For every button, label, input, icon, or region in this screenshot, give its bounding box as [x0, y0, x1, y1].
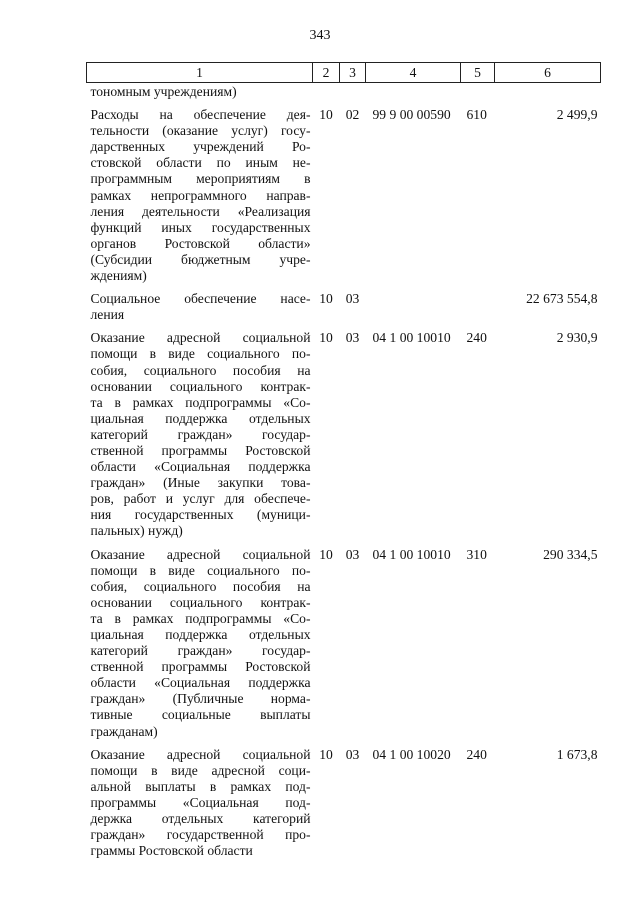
budget-table: [86, 62, 601, 859]
description-line: тивные социальные выплаты: [90, 707, 311, 723]
description-line: та в рамках подпрограммы «Со-: [90, 394, 311, 410]
section-code: 10: [319, 107, 333, 123]
header-cell: 3: [340, 63, 366, 83]
description-line: собия, социального пособия на: [90, 362, 311, 378]
header-cell: 4: [366, 63, 461, 83]
section-code: 10: [319, 746, 333, 762]
description-line: (Субсидии бюджетным учре-: [90, 251, 311, 267]
section-code: 10: [319, 546, 333, 562]
description-line: граммы Ростовской области: [90, 843, 253, 859]
subsection-code: 03: [345, 291, 360, 307]
description-line: держка отдельных категорий: [90, 811, 311, 827]
description-line: ственной программы Ростовской: [90, 442, 311, 458]
row-description: [87, 540, 313, 740]
target-article-code: 99 9 00 00590: [372, 107, 451, 123]
amount-value: [495, 83, 601, 101]
expense-type-code: 240: [466, 746, 487, 762]
description-line: ления: [90, 307, 125, 323]
subsection-code: 02: [345, 107, 360, 123]
description-line: основании социального контрак-: [90, 594, 311, 610]
target-article-code: 04 1 00 10010: [372, 330, 451, 346]
description-line: программным мероприятиям в: [90, 171, 311, 187]
description-line: программы «Социальная под-: [90, 794, 311, 810]
description-line: стовской области по иным не-: [90, 155, 311, 171]
description-line: области «Социальная поддержка: [90, 675, 311, 691]
description-line: циальная поддержка отдельных: [90, 627, 311, 642]
description-line: Социальное обеспечение насе-: [90, 291, 311, 307]
description-line: гражданам): [90, 723, 158, 739]
amount-value: 290 334,5: [543, 546, 598, 562]
description-line: пальных) нужд): [90, 523, 183, 539]
row-description: [87, 284, 313, 323]
description-line: Оказание адресной социальной: [90, 746, 311, 762]
expense-type-code: 240: [466, 330, 487, 346]
table-row: [87, 83, 601, 101]
expense-type-code: 310: [466, 546, 487, 562]
description-line: категорий граждан» государ-: [90, 426, 311, 442]
expense-type-code: [461, 284, 495, 323]
row-description: [87, 100, 313, 284]
description-line: ния государственных (муници-: [90, 507, 311, 523]
description-line: ждениям): [90, 268, 147, 284]
subsection-code: 03: [345, 746, 360, 762]
description-line: Расходы на обеспечение дея-: [90, 107, 311, 123]
description-line: ления деятельности «Реализация: [90, 203, 311, 219]
description-line: помощи в виде социального по-: [90, 346, 311, 362]
description-line: Оказание адресной социальной: [90, 330, 311, 346]
amount-value: 22 673 554,8: [526, 291, 598, 307]
section-code: [313, 83, 340, 101]
amount-value: 1 673,8: [556, 746, 598, 762]
header-row: [87, 63, 601, 83]
expense-type-code: [461, 83, 495, 101]
description-line: основании социального контрак-: [90, 378, 311, 394]
description-line: граждан» (Публичные норма-: [90, 691, 311, 707]
description-line: та в рамках подпрограммы «Со-: [90, 610, 311, 626]
description-line: Оказание адресной социальной: [90, 546, 311, 562]
description-line: циальная поддержка отдельных: [90, 410, 311, 426]
header-cell: 5: [461, 63, 495, 83]
target-article-code: [366, 284, 461, 323]
description-line: собия, социального пособия на: [90, 578, 311, 594]
target-article-code: [366, 83, 461, 101]
description-line: ственной программы Ростовской: [90, 659, 311, 675]
amount-value: 2 930,9: [556, 330, 598, 346]
description-line: помощи в виде социального по-: [90, 562, 311, 578]
header-cell: 1: [87, 63, 313, 83]
row-description: [87, 323, 313, 539]
description-line: граждан» (Иные закупки това-: [90, 475, 311, 491]
description-line: области «Социальная поддержка: [90, 459, 311, 475]
section-code: 10: [319, 291, 333, 307]
target-article-code: 04 1 00 10020: [372, 746, 451, 762]
table-row: [87, 323, 601, 539]
description-line: рамках непрограммного направ-: [90, 187, 311, 203]
table-row: [87, 284, 601, 323]
row-description: [87, 740, 313, 860]
description-line: альной выплаты в рамках под-: [90, 778, 311, 794]
subsection-code: [340, 83, 366, 101]
subsection-code: 03: [345, 330, 360, 346]
table-row: [87, 540, 601, 740]
table-row: [87, 100, 601, 284]
header-cell: 6: [495, 63, 601, 83]
target-article-code: 04 1 00 10010: [372, 546, 451, 562]
description-line: категорий граждан» государ-: [90, 643, 311, 659]
row-description: [87, 83, 313, 101]
description-line: ров, работ и услуг для обеспече-: [90, 491, 311, 507]
table-row: [87, 740, 601, 860]
amount-value: 2 499,9: [556, 107, 598, 123]
description-line: тельности (оказание услуг) госу-: [90, 123, 311, 139]
description-line: функций иных государственных: [90, 219, 311, 235]
description-line: помощи в виде адресной соци-: [90, 762, 311, 778]
description-line: граждан» государственной про-: [90, 827, 311, 843]
expense-type-code: 610: [466, 107, 487, 123]
page-number: 343: [309, 28, 331, 43]
description-line: тономным учреждениям): [90, 84, 237, 99]
header-cell: 2: [313, 63, 340, 83]
section-code: 10: [319, 330, 333, 346]
description-line: органов Ростовской области»: [90, 235, 311, 251]
subsection-code: 03: [345, 546, 360, 562]
description-line: дарственных учреждений Ро-: [90, 139, 311, 155]
